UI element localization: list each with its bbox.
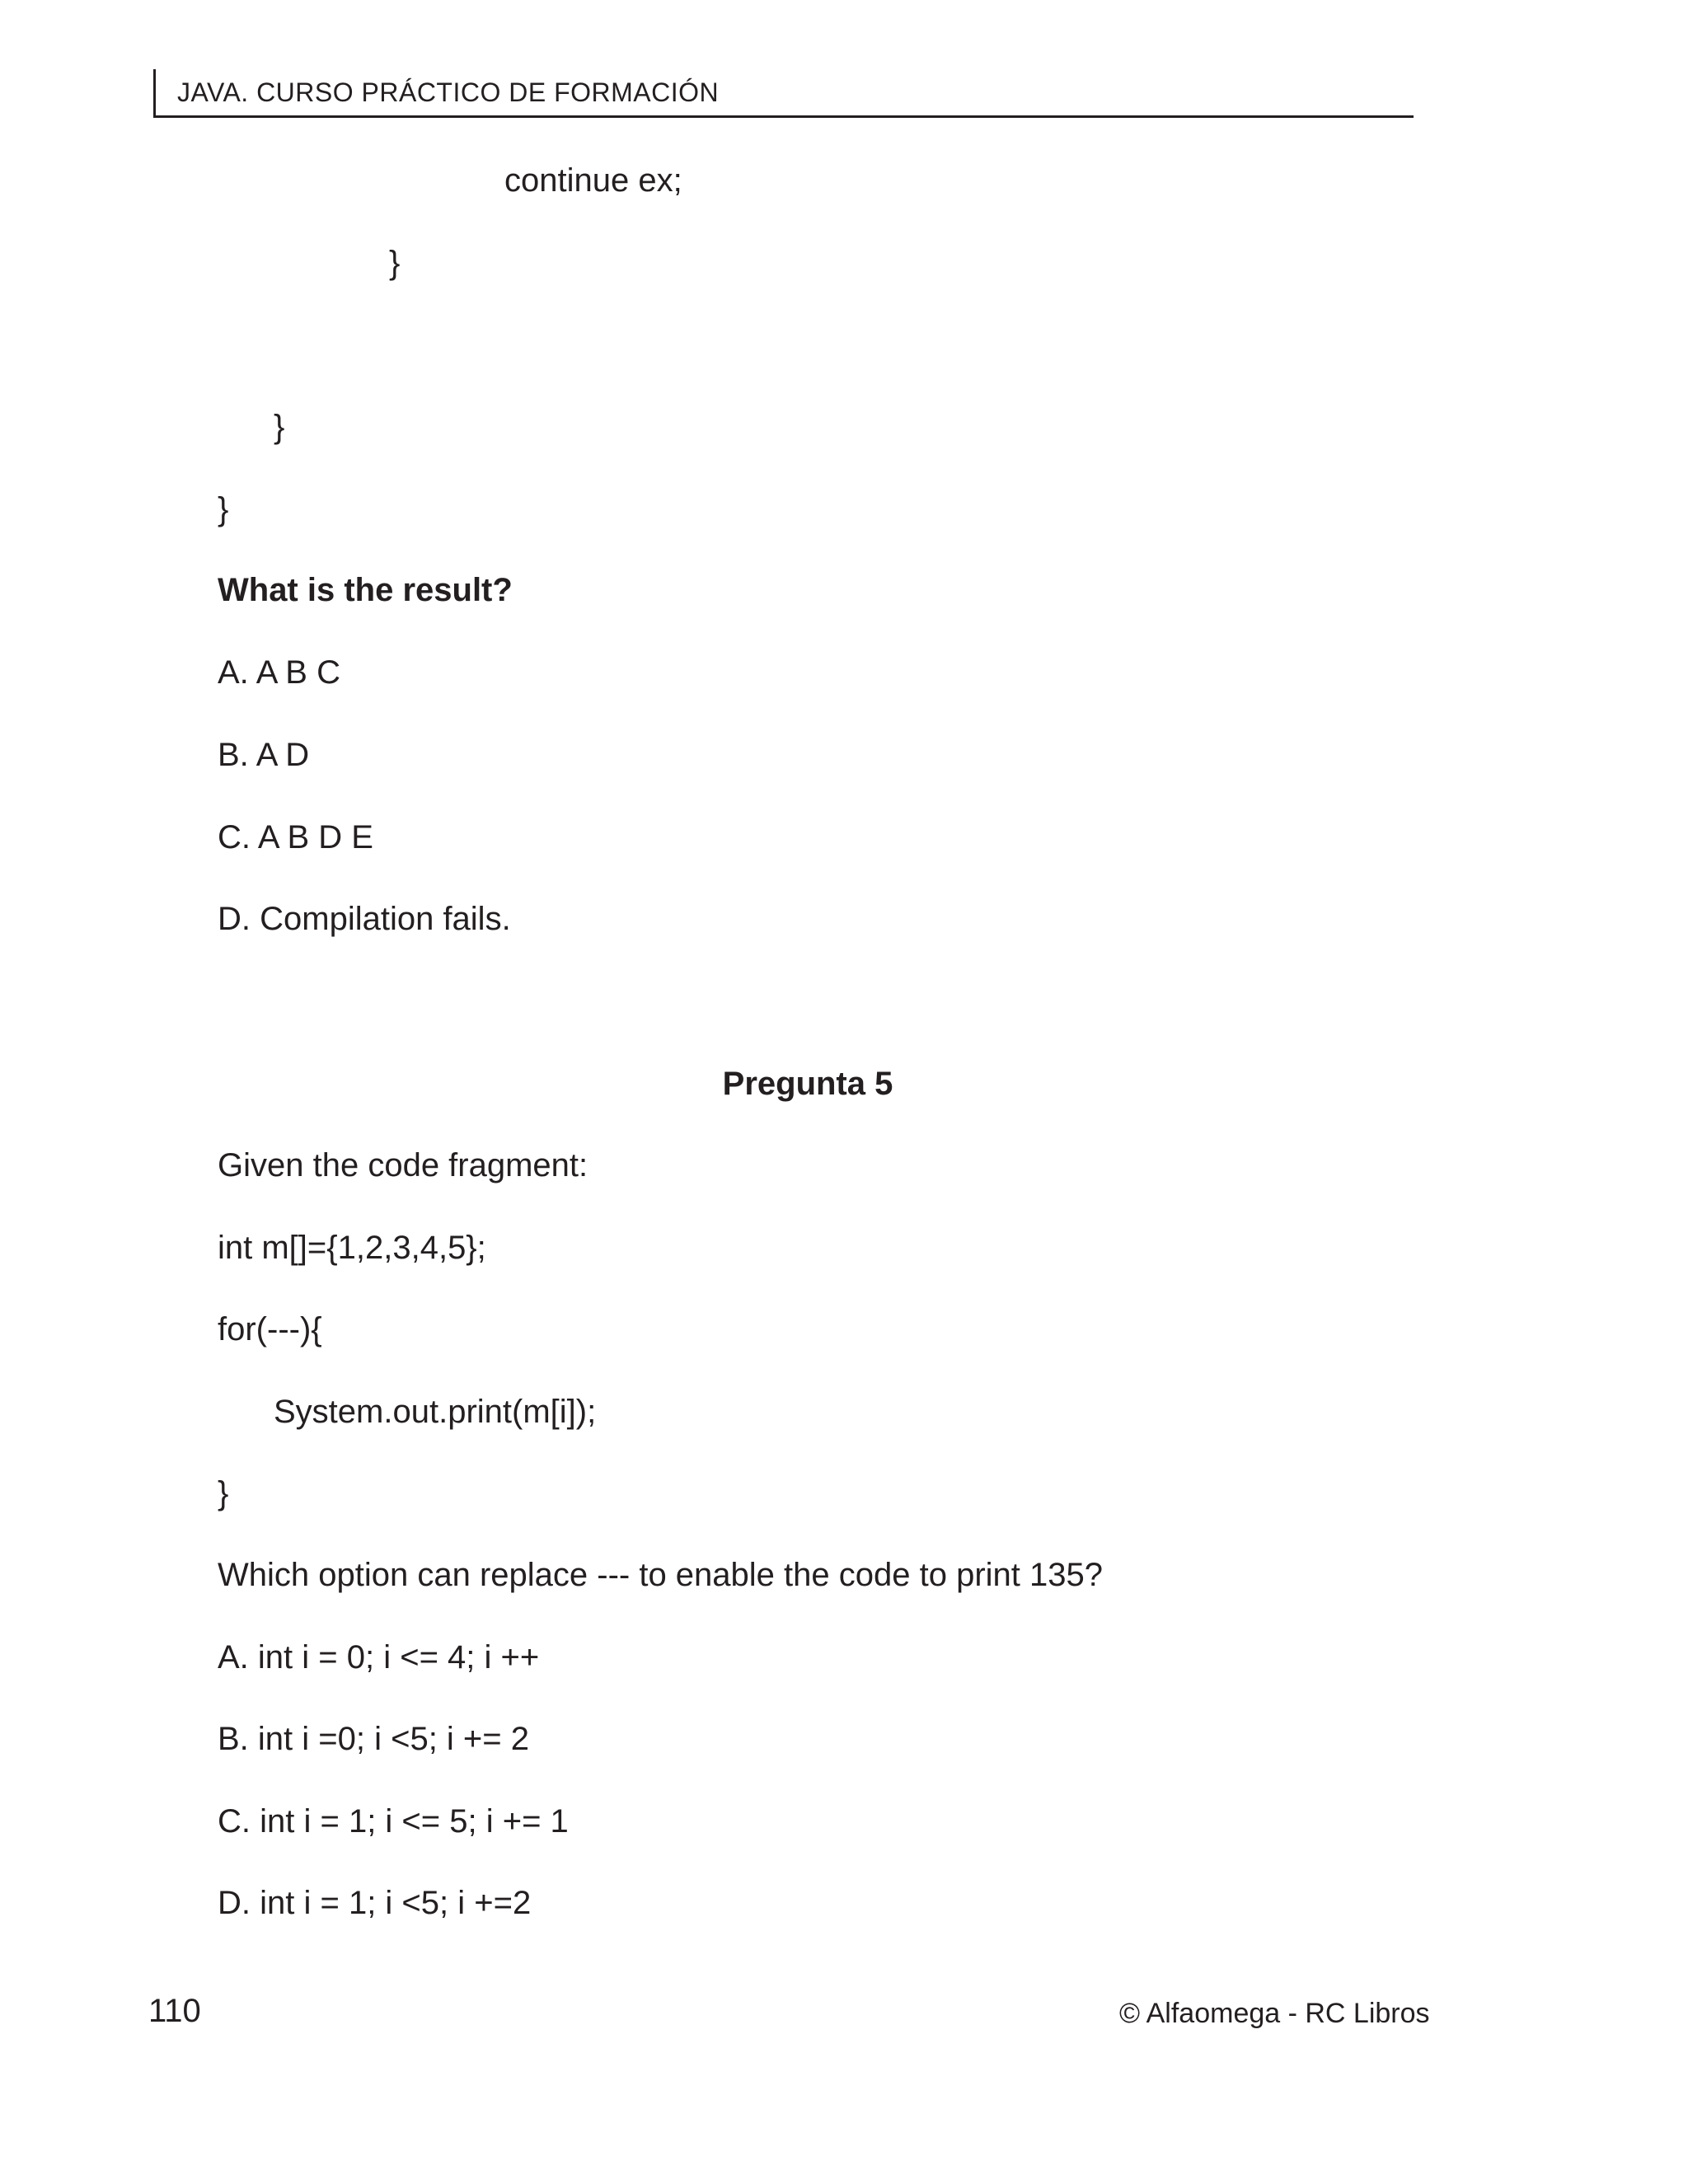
answer-option-a-5: A. int i = 0; i <= 4; i ++ [218, 1639, 540, 1675]
question-prompt-5: Which option can replace --- to enable the code to print 135? [218, 1557, 1103, 1593]
answer-option-a: A. A B C [218, 654, 340, 691]
question-intro: Given the code fragment: [218, 1147, 588, 1183]
code-line-brace-outer: } [218, 491, 229, 527]
code-line-close: } [218, 1475, 229, 1511]
copyright-notice: © Alfaomega - RC Libros [1119, 1998, 1430, 2029]
answer-option-b: B. A D [218, 737, 310, 773]
answer-option-c: C. A B D E [218, 819, 373, 855]
section-heading: Pregunta 5 [722, 1066, 893, 1102]
code-line-array: int m[]={1,2,3,4,5}; [218, 1230, 486, 1266]
code-line-continue: continue ex; [504, 162, 682, 199]
header-title: JAVA. CURSO PRÁCTICO DE FORMACIÓN [177, 77, 720, 107]
code-line-for: for(---){ [218, 1311, 322, 1347]
answer-option-c-5: C. int i = 1; i <= 5; i += 1 [218, 1803, 569, 1840]
answer-option-b-5: B. int i =0; i <5; i += 2 [218, 1721, 530, 1757]
code-line-print: System.out.print(m[i]); [274, 1394, 597, 1430]
page-number: 110 [148, 1993, 201, 2029]
code-line-brace-inner: } [389, 245, 401, 281]
answer-option-d: D. Compilation fails. [218, 901, 511, 937]
question-prompt: What is the result? [218, 572, 513, 608]
code-line-brace-middle: } [274, 409, 285, 445]
answer-option-d-5: D. int i = 1; i <5; i +=2 [218, 1885, 532, 1921]
running-header [153, 69, 1414, 118]
